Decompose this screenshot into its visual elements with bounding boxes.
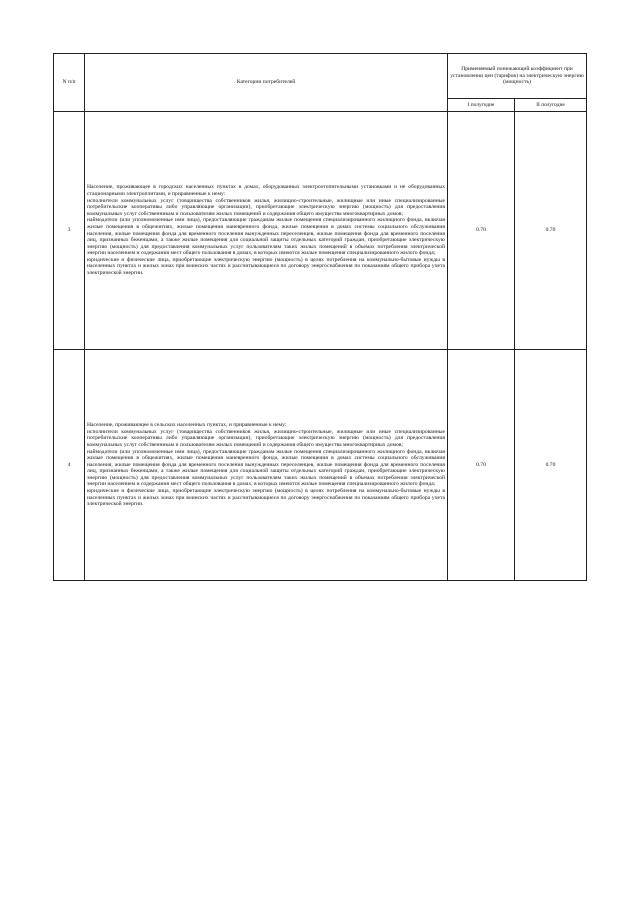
- coefficient-second-half: 0.70: [515, 112, 587, 350]
- table-row: [54, 112, 587, 350]
- category-paragraph: исполнители коммунальных услуг (товарищества собственников жилья, жилищно-строительные, жилищные или иные специализированные потребительские кооперативы либо управляющие организации), приобретающие электрическую энергию (мощность) для предоставления коммунальных услуг собственникам и пользователям жилых помещений и содержания общего имущества многоквартирных домов;: [87, 197, 445, 217]
- row-number: 3: [54, 112, 85, 350]
- tariff-coefficient-table: [53, 53, 587, 581]
- row-number: 4: [54, 350, 85, 581]
- coefficient-first-half: 0.70: [448, 350, 515, 581]
- category-paragraph: исполнители коммунальных услуг (товарищества собственников жилья, жилищно-строительные, жилищные или иные специализированные потребительские кооперативы либо управляющие организации), приобретающие электрическую энергию (мощность) для предоставления коммунальных услуг собственникам и пользователям жилых помещений и содержания общего имущества многоквартирных домов;: [87, 428, 445, 448]
- coefficient-second-half: 0.70: [515, 350, 587, 581]
- coefficient-first-half: 0.70: [448, 112, 515, 350]
- category-paragraph: юридические и физические лица, приобретающие электрическую энергию (мощность) в целях потребления на коммунально-бытовые нужды в населенных пунктах и жилых зонах при воинских частях и рассчитывающиеся по договору энергоснабжения по показаниям общего прибора учета электрической энергии.: [87, 256, 445, 277]
- category-paragraph: Население, проживающее в сельских населенных пунктах, и приравненные к нему:: [87, 422, 287, 429]
- category-paragraph: юридические и физические лица, приобретающие электрическую энергию (мощность) в целях потребления на коммунально-бытовые нужды в населенных пунктах и жилых зонах при воинских частях и рассчитывающиеся по договору энергоснабжения по показаниям общего прибора учета электрической энергии.: [87, 488, 445, 508]
- header-second-half: II полугодие: [515, 99, 587, 112]
- category-cell: [85, 112, 448, 350]
- header-category: Категории потребителей: [85, 54, 448, 112]
- category-paragraph: наймодатели (или уполномоченные ими лица), предоставляющие гражданам жилые помещения специализированного жилищного фонда, включая жилые помещения в общежитиях, жилые помещения маневренного фонда, жилые помещения в домах системы социального обслуживания населения, жилые помещения фонда для временного поселения вынужденных переселенцев, жилые помещения фонда для временного поселения лиц, признанных беженцами, а также жилые помещения для социальной защиты отдельных категорий граждан, приобретающие электрическую энергию (мощность) для предоставления коммунальных услуг пользователям таких жилых помещений в объемах потребления электрической энергии населением и содержания мест общего пользования в домах, в которых имеются жилые помещения специализированного жилого фонда;: [87, 448, 445, 488]
- header-coefficient: Применяемый понижающий коэффициент при установлении цен (тарифов) на электрическую энергию (мощность): [448, 54, 587, 99]
- category-cell: [85, 350, 448, 581]
- table-row: [54, 350, 587, 581]
- header-first-half: I полугодие: [448, 99, 515, 112]
- category-paragraph: наймодатели (или уполномоченные ими лица), предоставляющие гражданам жилые помещения специализированного жилищного фонда, включая жилые помещения в общежитиях, жилые помещения маневренного фонда, жилые помещения в домах системы социального обслуживания населения, жилые помещения фонда для временного поселения вынужденных переселенцев, жилые помещения фонда для временного поселения лиц, признанных беженцами, а также жилые помещения для социальной защиты отдельных категорий граждан, приобретающие электрическую энергию (мощность) для предоставления коммунальных услуг пользователям таких жилых помещений в объемах потребления электрической энергии населением и содержания мест общего пользования в домах, в которых имеются жилые помещения специализированного жилого фонда;: [87, 217, 445, 257]
- header-number: N п/п: [54, 54, 85, 112]
- category-paragraph: Население, проживающее в городских населенных пунктах в домах, оборудованных электроотопительными установками и не оборудованных стационарными электроплитами, и приравненные к нему:: [87, 184, 445, 197]
